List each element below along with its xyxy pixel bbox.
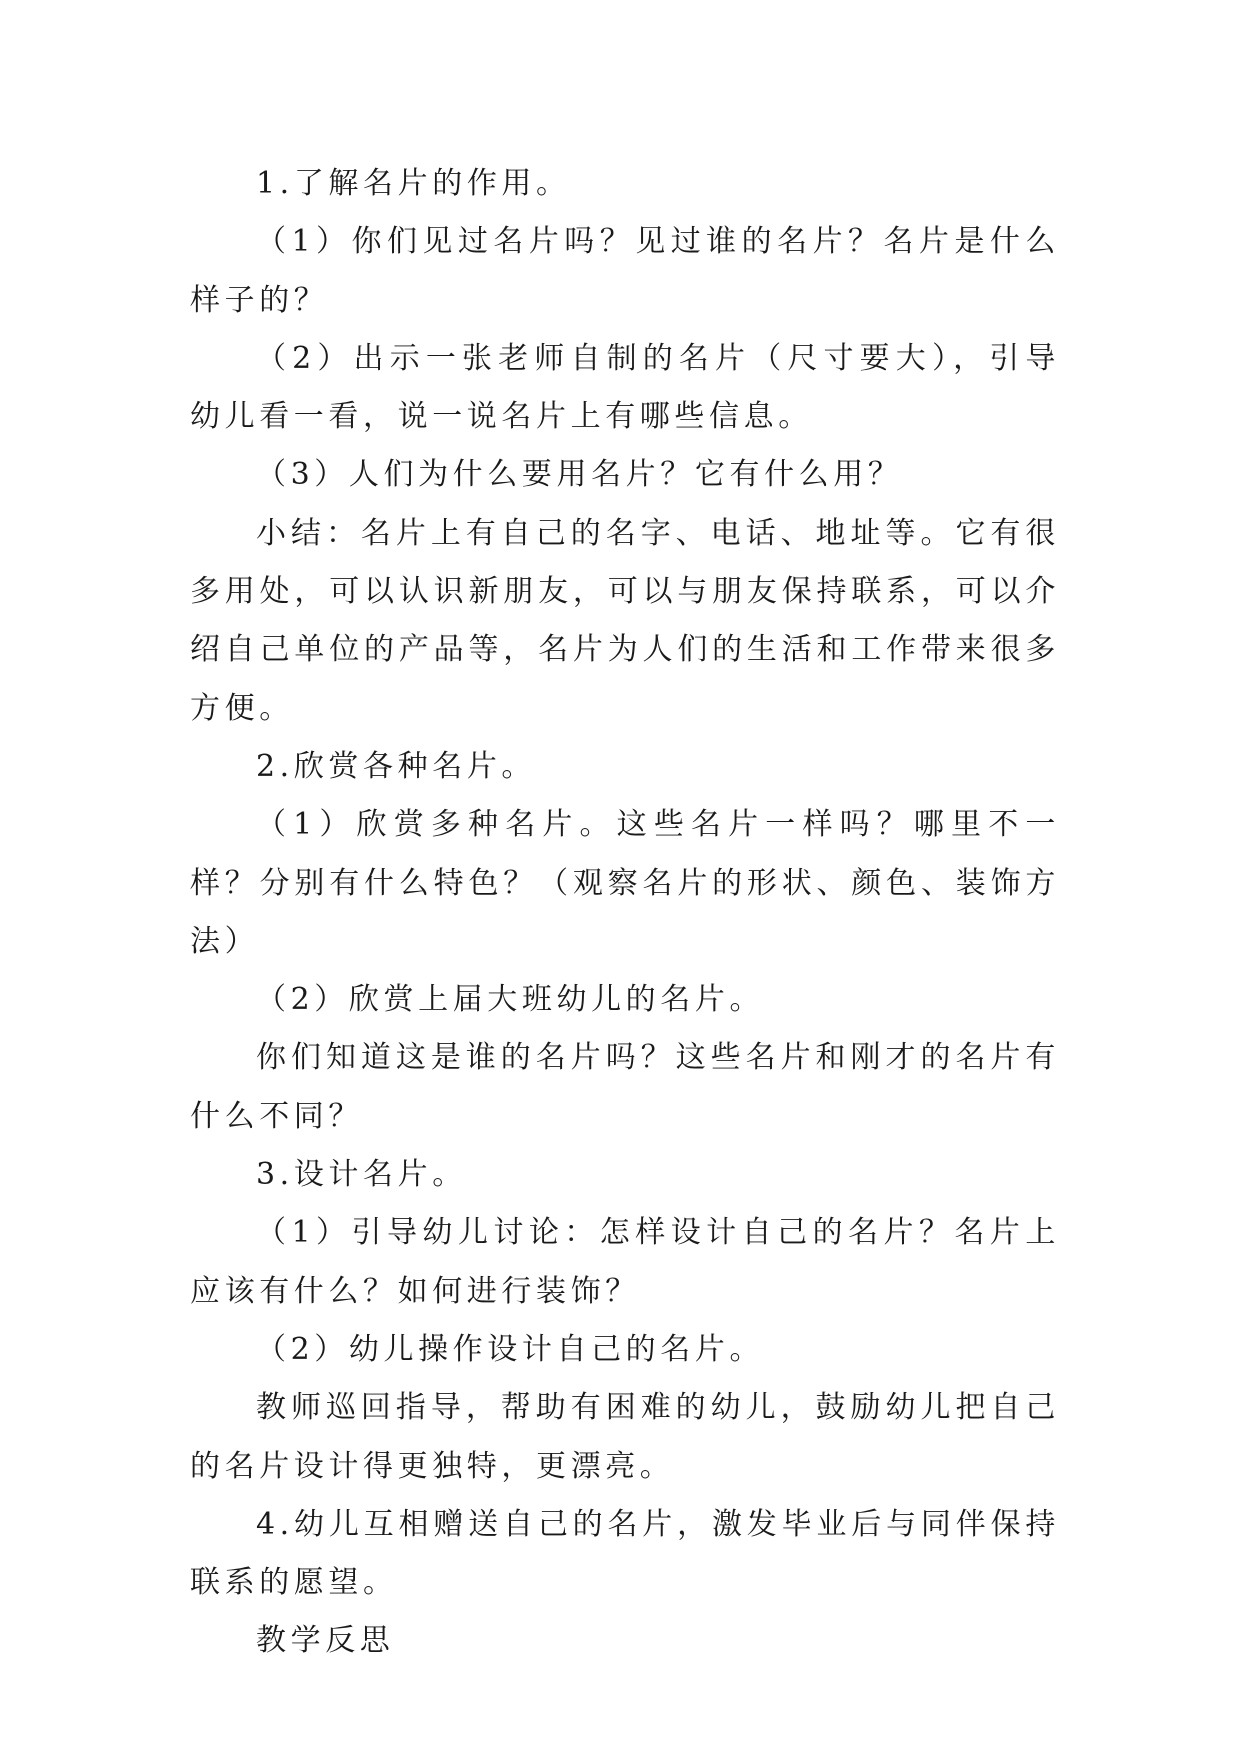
question-paragraph: （1）欣赏多种名片。这些名片一样吗？哪里不一样？分别有什么特色？（观察名片的形状、颜色、装饰方法）: [190, 807, 1060, 959]
question-paragraph: （1）引导幼儿讨论：怎样设计自己的名片？名片上应该有什么？如何进行装饰？: [190, 1215, 1060, 1309]
section-heading-reflection: 教学反思: [256, 1623, 395, 1659]
document-body: [190, 155, 1060, 1671]
question-paragraph: （2）幼儿操作设计自己的名片。: [256, 1331, 765, 1367]
section-heading-4: 4.幼儿互相赠送自己的名片，激发毕业后与同伴保持联系的愿望。: [190, 1506, 1060, 1601]
question-paragraph: （1）你们见过名片吗？见过谁的名片？名片是什么样子的？: [190, 224, 1060, 318]
section-heading-2: 2.欣赏各种名片。: [256, 748, 537, 784]
question-paragraph: （2）出示一张老师自制的名片（尺寸要大），引导幼儿看一看，说一说名片上有哪些信息。: [190, 340, 1060, 435]
section-heading-1: 1.了解名片的作用。: [256, 166, 571, 201]
question-paragraph: （3）人们为什么要用名片？它有什么用？: [256, 457, 903, 493]
body-paragraph: 你们知道这是谁的名片吗？这些名片和刚才的名片有什么不同？: [190, 1040, 1060, 1134]
question-paragraph: （2）欣赏上届大班幼儿的名片。: [256, 982, 765, 1018]
summary-paragraph: 小结：名片上有自己的名字、电话、地址等。它有很多用处，可以认识新朋友，可以与朋友保持联系，可以介绍自己单位的产品等，名片为人们的生活和工作带来很多方便。: [190, 515, 1060, 726]
body-paragraph: 教师巡回指导，帮助有困难的幼儿，鼓励幼儿把自己的名片设计得更独特，更漂亮。: [190, 1390, 1060, 1484]
section-heading-3: 3.设计名片。: [256, 1157, 467, 1193]
